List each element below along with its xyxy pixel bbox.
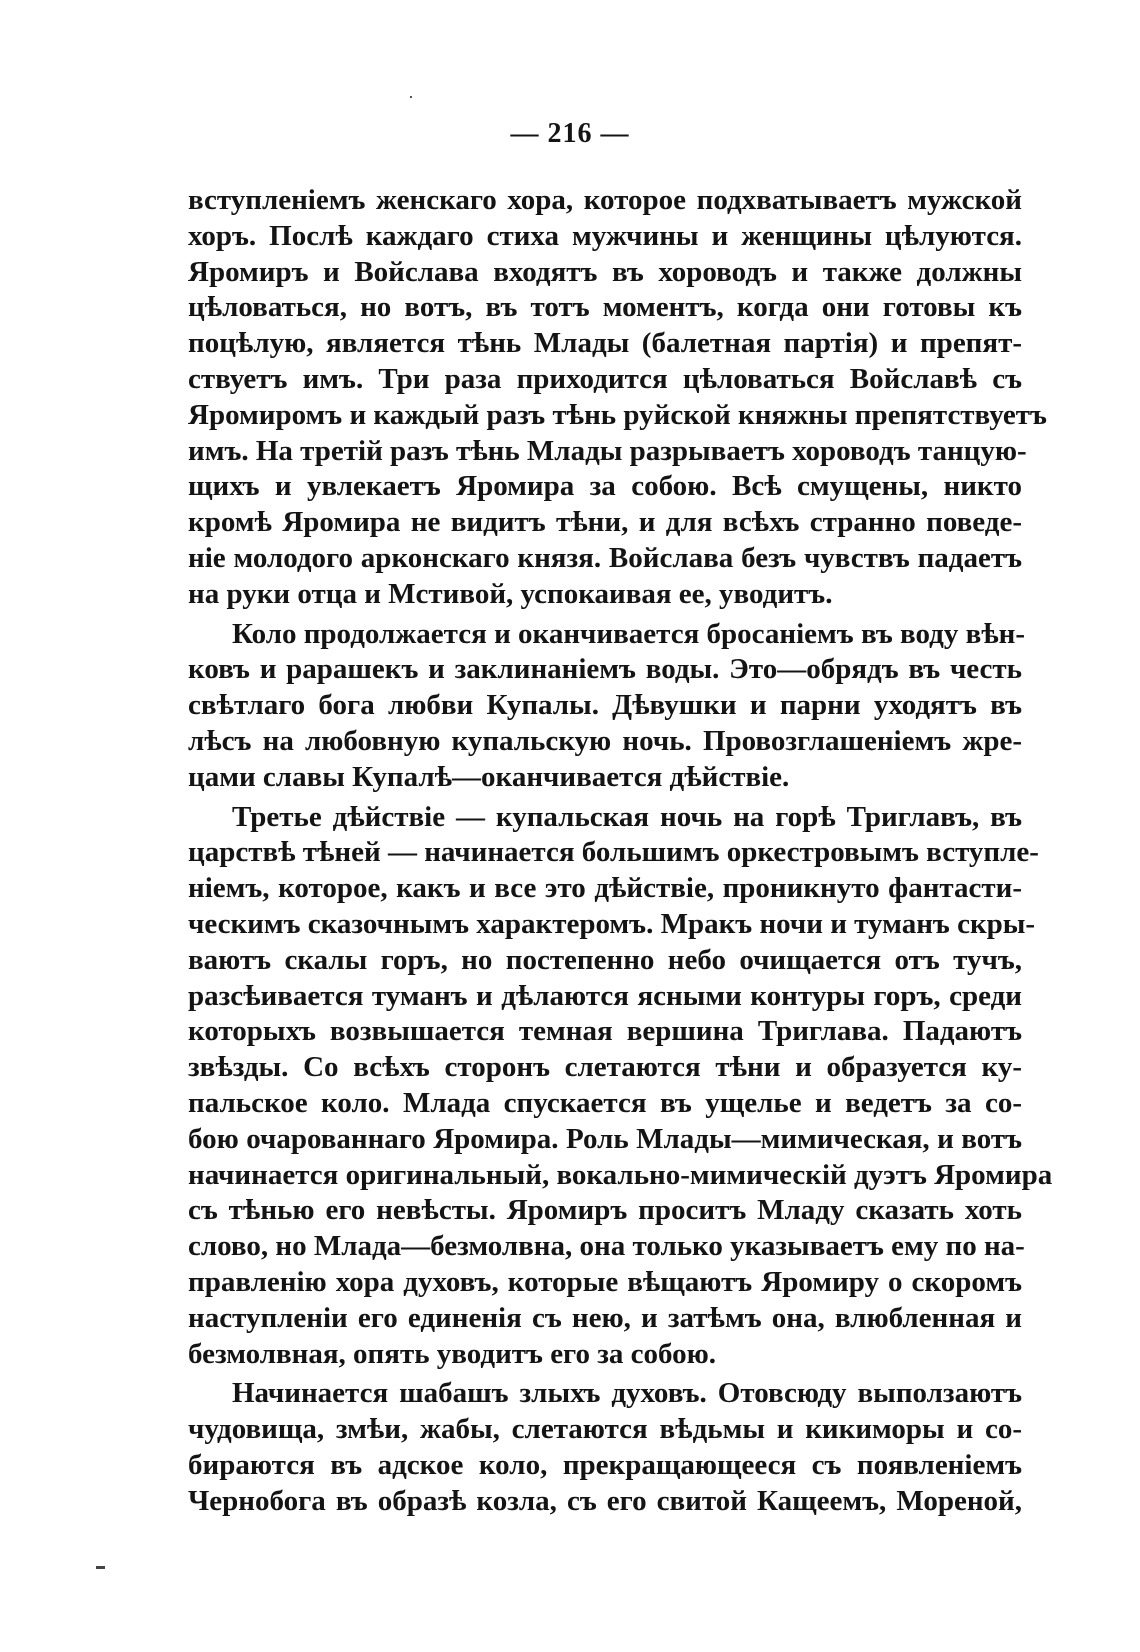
- text-line: имъ. На третій разъ тѣнь Млады разрываетъ хороводъ танцую-: [188, 434, 1027, 467]
- text-line: разсѣивается туманъ и дѣлаются ясными контуры горъ, среди: [188, 979, 1022, 1012]
- page-number: — 216 —: [510, 118, 630, 149]
- text-line: ніемъ, которое, какъ и все это дѣйствіе, проникнуто фантасти-: [188, 872, 1022, 905]
- text-line: вступленіемъ женскаго хора, которое подхватываетъ мужской: [188, 184, 1022, 216]
- text-line: съ тѣнью его невѣсты. Яромиръ проситъ Младу сказать хоть: [188, 1194, 1022, 1227]
- text-line: которыхъ возвышается темная вершина Триглава. Падаютъ: [188, 1015, 1022, 1048]
- text-line: Третье дѣйствіе — купальская ночь на горѣ Триглавъ, въ: [232, 800, 1022, 833]
- text-line: чудовища, змѣи, жабы, слетаются вѣдьмы и кикиморы и со-: [188, 1413, 1022, 1446]
- text-line: правленію хора духовъ, которые вѣщаютъ Яромиру о скоромъ: [188, 1265, 1022, 1298]
- text-line: Коло продолжается и оканчивается бросаніемъ въ воду вѣн-: [232, 617, 1026, 650]
- text-line: на руки отца и Мстивой, успокаивая ее, уводитъ.: [188, 577, 833, 610]
- text-line: звѣзды. Со всѣхъ сторонъ слетаются тѣни и образуется ку-: [188, 1051, 1022, 1084]
- text-line: цами славы Купалѣ—оканчивается дѣйствіе.: [188, 760, 790, 793]
- text-line: лѣсъ на любовную купальскую ночь. Провозглашеніемъ жре-: [188, 724, 1022, 757]
- text-line: свѣтлаго бога любви Купалы. Дѣвушки и парни уходятъ въ: [188, 689, 1022, 722]
- text-line: бираются въ адское коло, прекращающееся съ появленіемъ: [188, 1448, 1022, 1481]
- text-line: наступленіи его единенія съ нею, и затѣмъ она, влюбленная и: [188, 1301, 1022, 1334]
- text-line: начинается оригинальный, вокально-мимическій дуэтъ Яромира: [188, 1158, 1053, 1191]
- paragraph: [188, 183, 1047, 613]
- text-line: ваютъ скалы горъ, но постепенно небо очищается отъ тучъ,: [188, 943, 1022, 976]
- print-speck: [96, 1566, 105, 1569]
- text-line: ческимъ сказочнымъ характеромъ. Мракъ ночи и туманъ скры-: [188, 907, 1036, 940]
- text-line: слово, но Млада—безмолвна, она только указываетъ ему по на-: [188, 1230, 1025, 1263]
- text-line: поцѣлую, является тѣнь Млады (балетная партія) и препят-: [188, 327, 1022, 360]
- text-line: Начинается шабашъ злыхъ духовъ. Отовсюду выползаютъ: [232, 1377, 1022, 1410]
- text-line: хоръ. Послѣ каждаго стиха мужчины и женщины цѣлуются.: [188, 219, 1022, 252]
- text-line: ствуетъ имъ. Три раза приходится цѣловаться Войславѣ съ: [188, 362, 1022, 395]
- text-line: цѣловаться, но вотъ, въ тотъ моментъ, когда они готовы къ: [188, 291, 1022, 324]
- text-line: ковъ и рарашекъ и заклинаніемъ воды. Это—обрядъ въ честь: [188, 653, 1022, 686]
- text-line: Яромиромъ и каждый разъ тѣнь руйской княжны препятствуетъ: [188, 398, 1047, 431]
- text-line: щихъ и увлекаетъ Яромира за собою. Всѣ смущены, никто: [188, 470, 1022, 503]
- body-text: [188, 183, 1053, 1519]
- print-speck: [410, 96, 412, 98]
- paragraph: [188, 800, 1053, 1373]
- text-line: пальское коло. Млада спускается въ ущелье и ведетъ за со-: [188, 1086, 1022, 1119]
- text-line: ніе молодого арконскаго князя. Войслава безъ чувствъ падаетъ: [188, 541, 1022, 574]
- paragraph: [188, 617, 1026, 796]
- text-line: Яромиръ и Войслава входятъ въ хороводъ и также должны: [188, 255, 1022, 288]
- text-line: Чернобога въ образѣ козла, съ его свитой Кащеемъ, Мореной,: [188, 1484, 1022, 1517]
- text-line: кромѣ Яромира не видитъ тѣни, и для всѣхъ странно поведе-: [188, 506, 1022, 539]
- text-line: царствѣ тѣней — начинается большимъ оркестровымъ вступле-: [188, 836, 1039, 869]
- text-line: бою очарованнаго Яромира. Роль Млады—мимическая, и вотъ: [188, 1122, 1022, 1155]
- paragraph: [188, 1376, 1022, 1519]
- text-line: безмолвная, опять уводитъ его за собою.: [188, 1337, 717, 1370]
